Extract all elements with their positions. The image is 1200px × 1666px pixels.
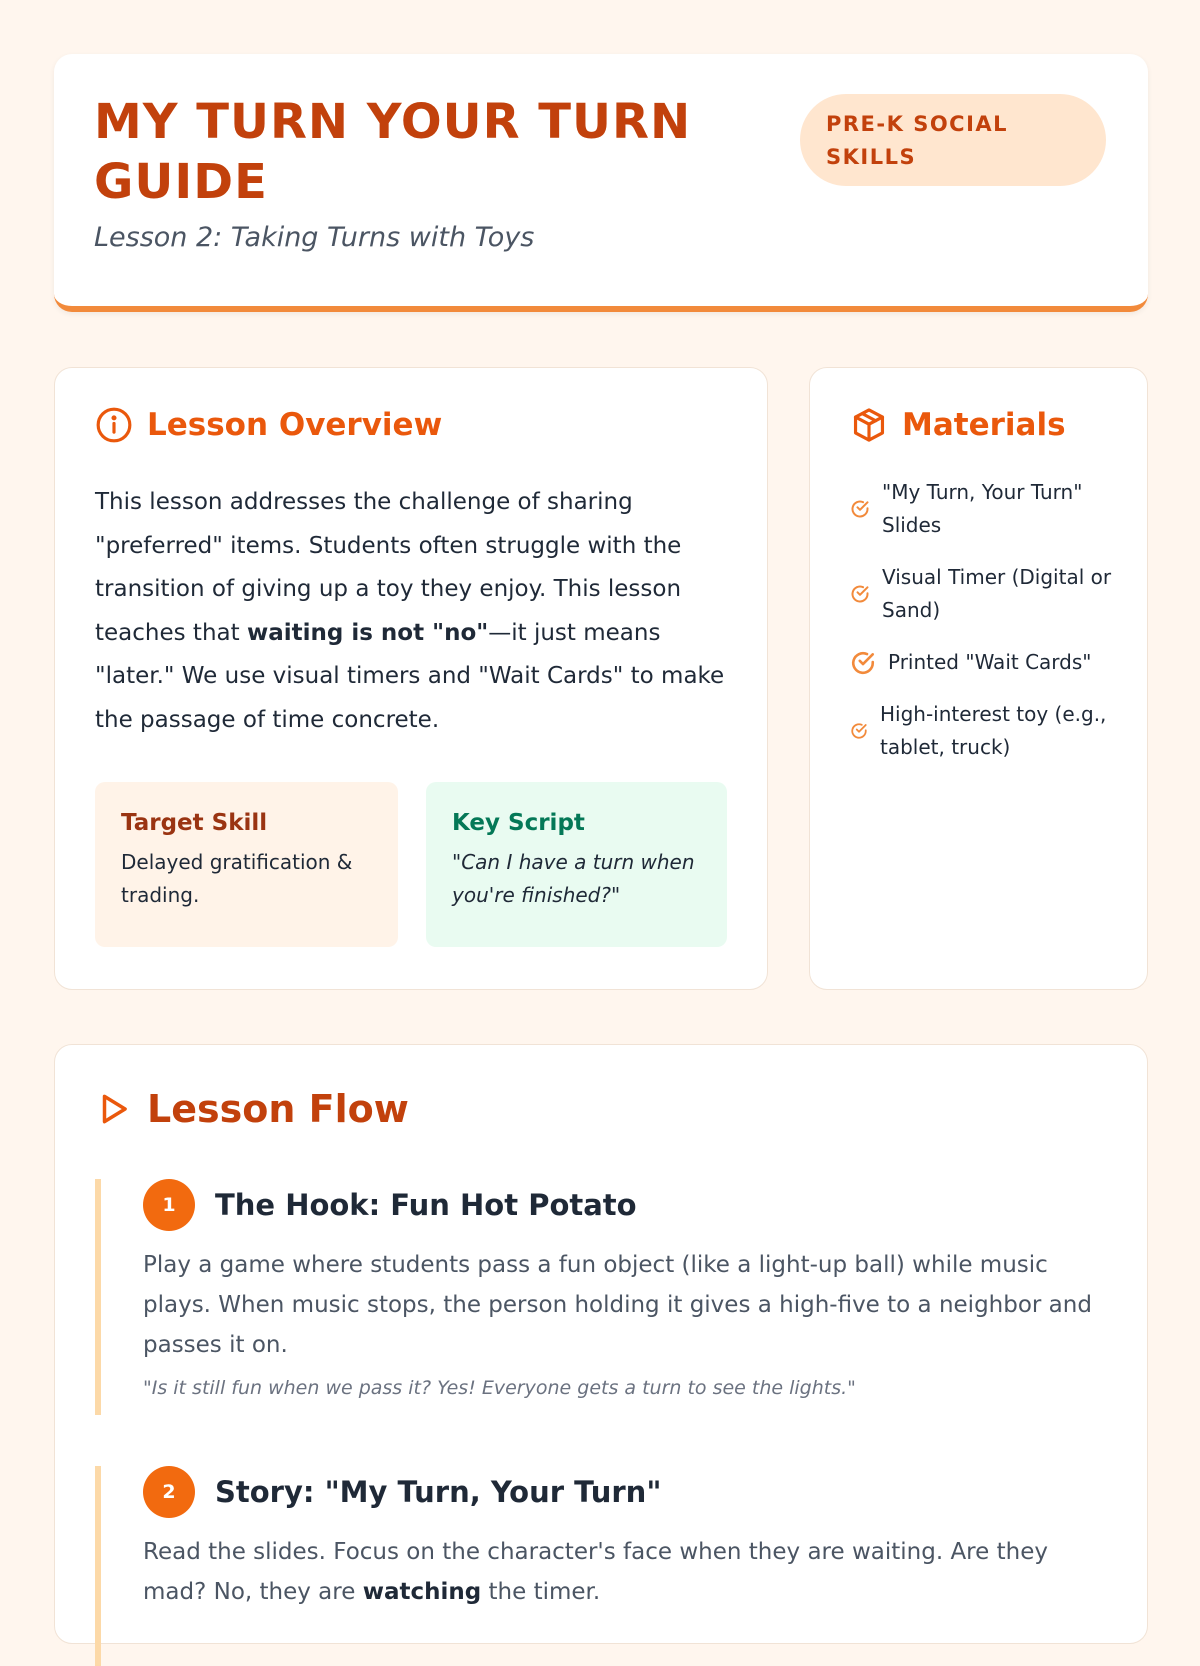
target-skill-text: Delayed gratification & trading. bbox=[121, 850, 353, 907]
check-circle-icon bbox=[850, 722, 868, 740]
overview-emphasis: waiting is not "no" bbox=[246, 619, 489, 646]
step-quote: "Is it still fun when we pass it? Yes! Everyone gets a turn to see the lights." bbox=[143, 1377, 856, 1399]
list-item bbox=[850, 476, 1130, 542]
overview-text: This lesson addresses the challenge of sharing "preferred" items. Students often struggle with the transition of giving up a toy they enjoy. This lesson teaches that waiting is not "no"—it just means "later." We use visual timers and "Wait Cards" to make the passage of time concrete. bbox=[95, 489, 725, 733]
play-icon bbox=[95, 1090, 133, 1128]
key-script-text: "Can I have a turn when you're finished?" bbox=[452, 850, 695, 907]
material-label: "My Turn, Your Turn" Slides bbox=[882, 480, 1083, 537]
lesson-flow-card bbox=[54, 1044, 1148, 1644]
category-badge: PRE-K SOCIAL SKILLS bbox=[800, 94, 1106, 186]
info-icon bbox=[95, 406, 133, 444]
step-number-badge: 2 bbox=[143, 1466, 195, 1518]
check-circle-icon bbox=[850, 650, 876, 676]
target-skill-box bbox=[95, 782, 398, 947]
material-label: High-interest toy (e.g., tablet, truck) bbox=[880, 702, 1107, 759]
step-description: Play a game where students pass a fun object (like a light-up ball) while music plays. When music stops, the person holding it gives a high-five to a neighbor and passes it on. bbox=[143, 1252, 1092, 1358]
step-header bbox=[143, 1466, 1105, 1518]
lesson-overview-heading: Lesson Overview bbox=[147, 407, 443, 443]
list-item bbox=[850, 561, 1130, 627]
check-circle-icon bbox=[850, 499, 870, 519]
step-title: Story: "My Turn, Your Turn" bbox=[215, 1475, 662, 1509]
header-card bbox=[54, 54, 1148, 312]
step-title: The Hook: Fun Hot Potato bbox=[215, 1188, 637, 1222]
step-number-badge: 1 bbox=[143, 1179, 195, 1231]
list-item bbox=[850, 646, 1130, 679]
lesson-overview-card bbox=[54, 367, 768, 990]
page-subtitle: Lesson 2: Taking Turns with Toys bbox=[94, 222, 535, 253]
materials-list bbox=[850, 476, 1130, 783]
lesson-overview-header bbox=[95, 406, 442, 444]
box-icon bbox=[850, 406, 888, 444]
lesson-flow-header bbox=[95, 1087, 409, 1131]
step-description: Read the slides. Focus on the character's face when they are waiting. Are they mad? No, they are watching the timer. bbox=[143, 1539, 1048, 1605]
materials-card bbox=[809, 367, 1148, 990]
target-skill-title: Target Skill bbox=[121, 810, 268, 836]
key-script-title: Key Script bbox=[452, 810, 585, 836]
step-header bbox=[143, 1179, 1105, 1231]
materials-header bbox=[850, 406, 1066, 444]
page-title: MY TURN YOUR TURN GUIDE bbox=[94, 94, 692, 210]
step-emphasis: watching bbox=[362, 1579, 482, 1605]
lesson-flow-heading: Lesson Flow bbox=[147, 1087, 409, 1131]
materials-heading: Materials bbox=[902, 407, 1066, 443]
check-circle-icon bbox=[850, 584, 870, 604]
material-label: Visual Timer (Digital or Sand) bbox=[882, 565, 1112, 622]
list-item bbox=[850, 698, 1130, 764]
lesson-step bbox=[95, 1179, 1105, 1415]
key-script-box bbox=[426, 782, 727, 947]
material-label: Printed "Wait Cards" bbox=[888, 650, 1092, 674]
lesson-step bbox=[95, 1466, 1105, 1666]
